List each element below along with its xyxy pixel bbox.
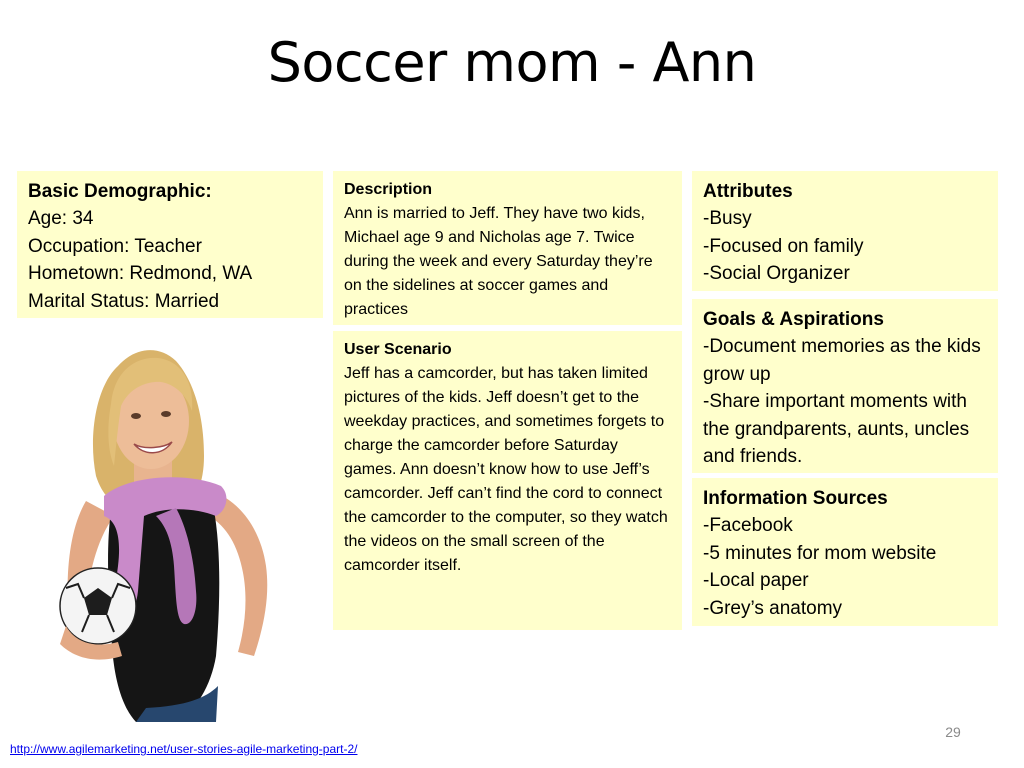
description-box bbox=[333, 171, 682, 325]
user-scenario-text: Jeff has a camcorder, but has taken limited pictures of the kids. Jeff doesn’t get to the weekday practices, and sometimes forgets to charge the camcorder before Saturday games. Ann doesn’t know how to use Jeff’s camcorder. Jeff can’t find the cord to connect the camcorder to the computer, so they watch the videos on the small screen of the camcorder itself. bbox=[344, 365, 673, 574]
slide-title: Soccer mom - Ann bbox=[267, 31, 757, 94]
slide-number: 29 bbox=[945, 724, 961, 740]
goal-item: -Share important moments with the grandparents, aunts, uncles and friends. bbox=[703, 391, 975, 468]
demographic-box bbox=[17, 171, 323, 318]
attributes-heading: Attributes bbox=[703, 181, 793, 202]
persona-photo bbox=[26, 326, 291, 722]
user-scenario-heading: User Scenario bbox=[344, 341, 452, 358]
demographic-marital-status: Marital Status: Married bbox=[28, 290, 220, 312]
goal-item: -Document memories as the kids grow up bbox=[703, 336, 986, 385]
demographic-occupation: Occupation: Teacher bbox=[28, 235, 202, 257]
description-heading: Description bbox=[344, 181, 433, 198]
information-source-item: -5 minutes for mom website bbox=[703, 542, 937, 564]
demographic-age: Age: 34 bbox=[28, 208, 94, 230]
source-link[interactable]: http://www.agilemarketing.net/user-stories-agile-marketing-part-2/ bbox=[10, 742, 358, 756]
information-sources-box bbox=[692, 478, 998, 626]
goals-heading: Goals & Aspirations bbox=[703, 309, 884, 330]
information-source-item: -Facebook bbox=[703, 515, 793, 537]
description-text: Ann is married to Jeff. They have two kids, Michael age 9 and Nicholas age 7. Twice during the week and every Saturday they’re on the sidelines at soccer games and practices bbox=[344, 205, 658, 318]
information-source-item: -Local paper bbox=[703, 570, 809, 592]
persona-illustration bbox=[26, 326, 291, 722]
information-source-item: -Grey’s anatomy bbox=[703, 597, 843, 619]
goals-box bbox=[692, 299, 998, 473]
information-sources-heading: Information Sources bbox=[703, 488, 888, 509]
attribute-item: -Social Organizer bbox=[703, 263, 850, 285]
attributes-box bbox=[692, 171, 998, 291]
attribute-item: -Focused on family bbox=[703, 235, 864, 257]
user-scenario-box bbox=[333, 331, 682, 630]
demographic-hometown: Hometown: Redmond, WA bbox=[28, 263, 253, 285]
demographic-heading: Basic Demographic: bbox=[28, 181, 212, 202]
attribute-item: -Busy bbox=[703, 208, 752, 230]
